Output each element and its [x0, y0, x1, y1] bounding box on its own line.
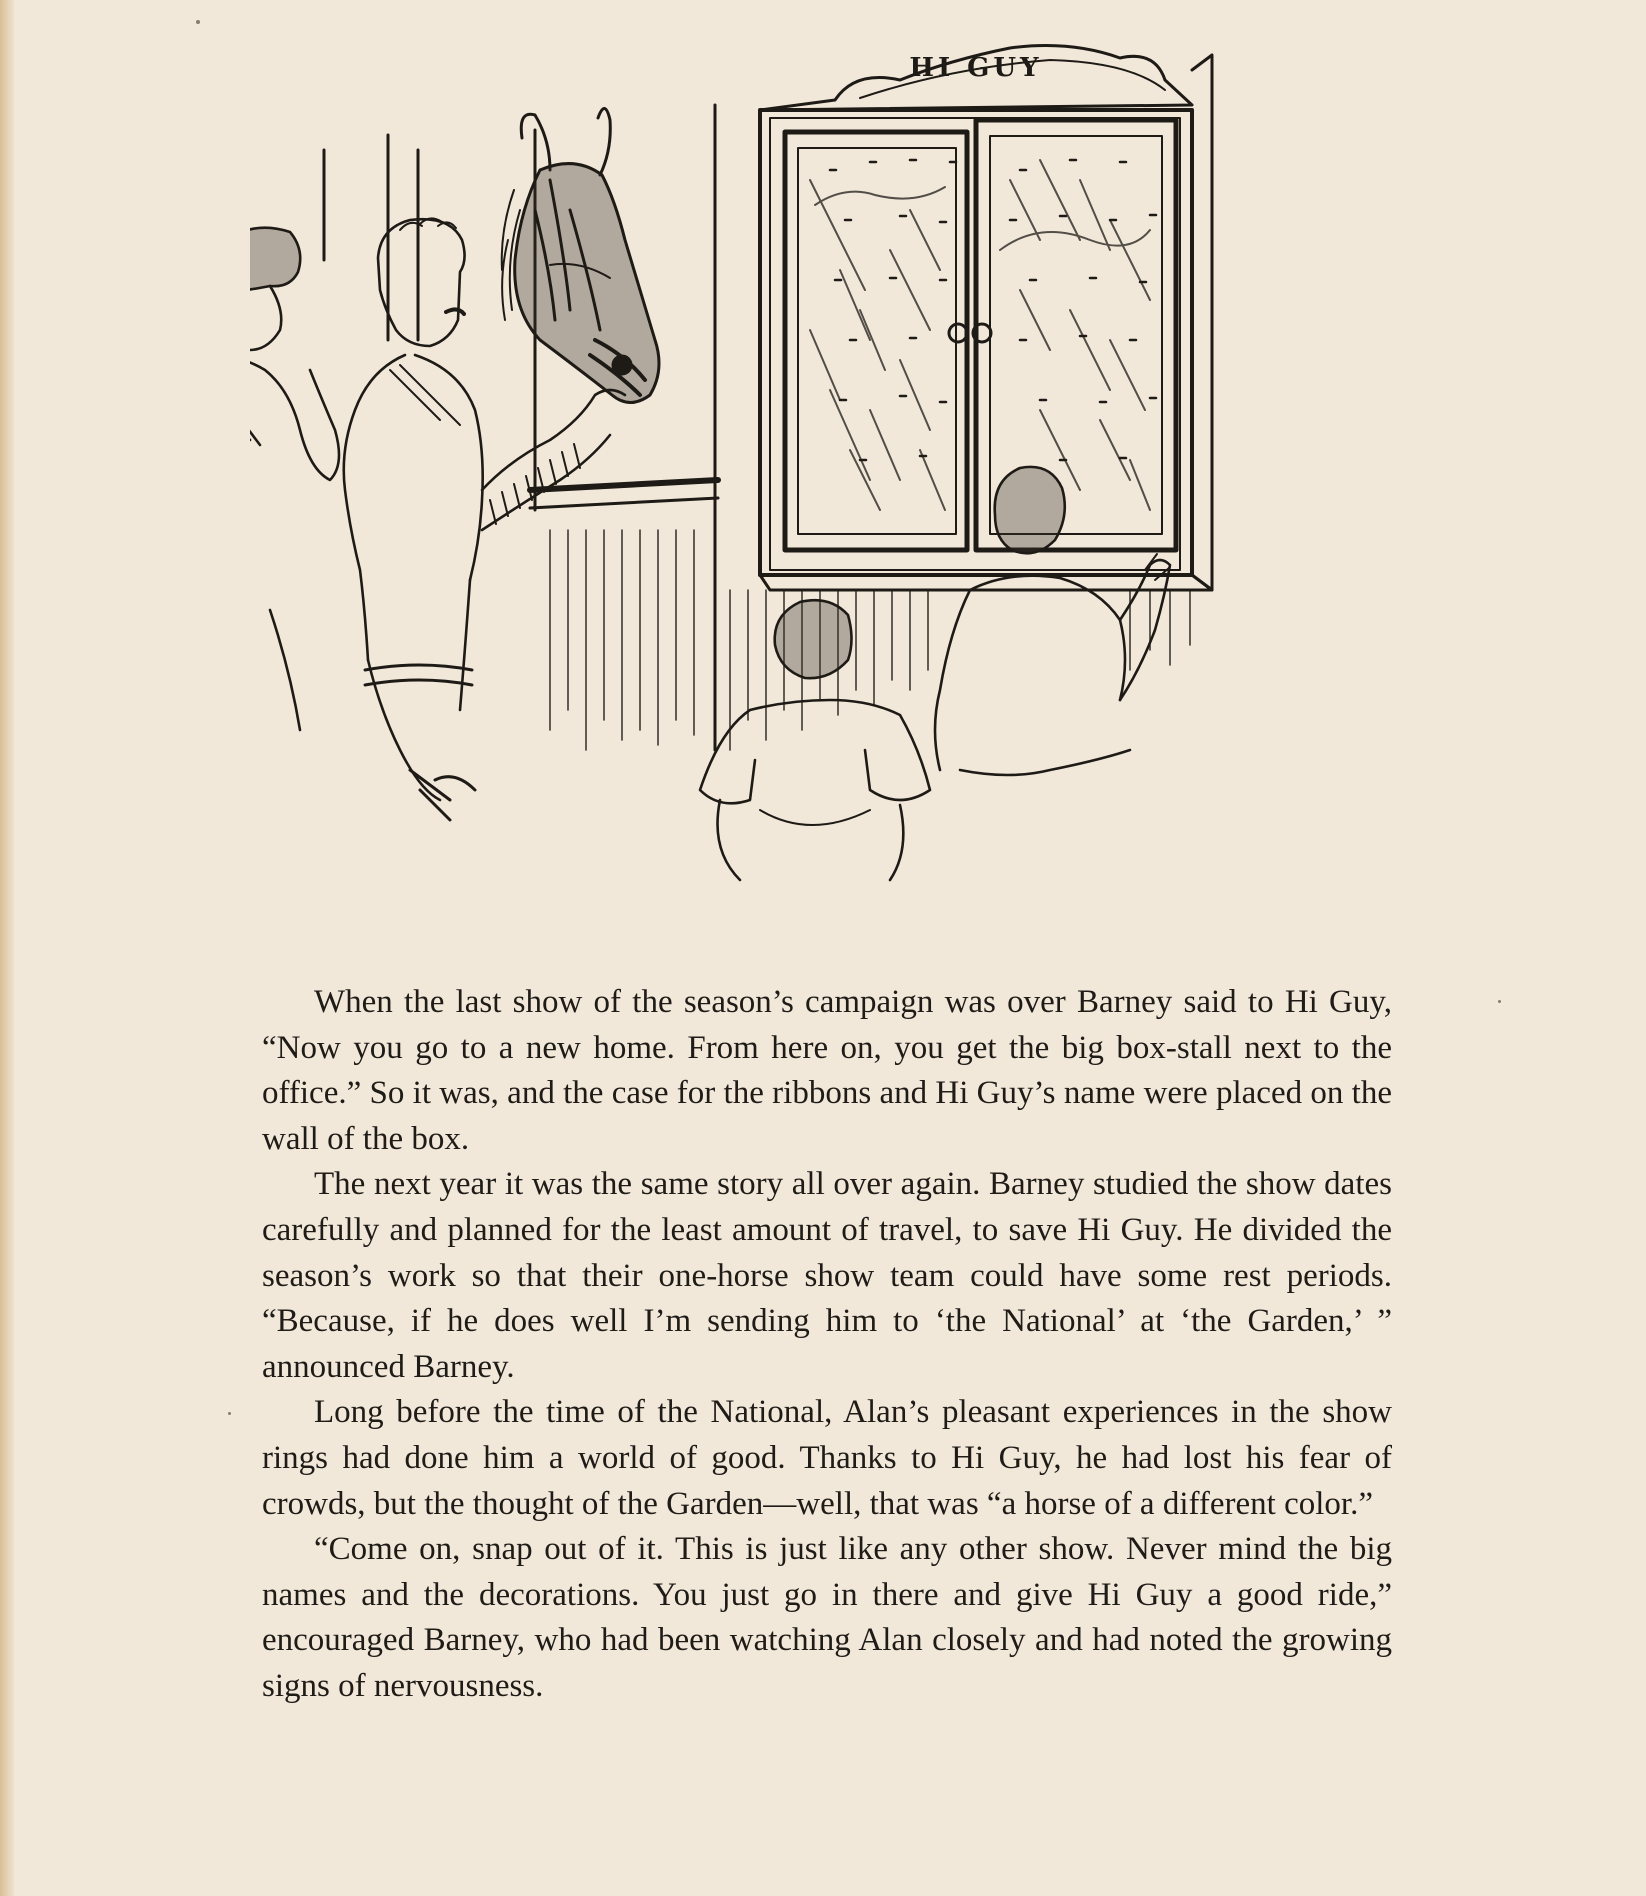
paper-speck [1498, 1000, 1501, 1003]
paragraph-4: “Come on, snap out of it. This is just like any other show. Never mind the big names and the decorations. You just go in there and give Hi Guy a good ride,” encouraged Barney, who had been watching Alan closely and had noted the growing signs of nervousness. [262, 1531, 1392, 1704]
ribbon-case [760, 46, 1212, 590]
horse-head [502, 108, 659, 402]
boy-figure [935, 467, 1170, 775]
woman-figure [250, 228, 339, 730]
paper-speck [196, 20, 200, 24]
paragraph-3: Long before the time of the National, Alan’s pleasant experiences in the show rings had done him a world of good. Thanks to Hi Guy, he had lost his fear of crowds, but the thought of the Garden—well, that was “a horse of a different color.” [262, 1394, 1392, 1522]
paragraph-2: The next year it was the same story all over again. Barney studied the show dates carefully and planned for the least amount of travel, to save Hi Guy. He divided the season’s work so that their one-horse show team could have some rest periods. “Because, if he does well I’m sending him to ‘the National’ at ‘the Garden,’ ” announced Barney. [262, 1166, 1392, 1385]
paragraph-1: When the last show of the season’s campaign was over Barney said to Hi Guy, “Now you go to a new home. From here on, you get the big box-stall next to the office.” So it was, and the case for the ribbons and Hi Guy’s name were placed on the wall of the box. [262, 984, 1392, 1157]
stall-wall [324, 105, 718, 750]
story-text [262, 980, 1392, 1710]
girl-figure [700, 600, 930, 880]
illustration [250, 10, 1410, 990]
paper-speck [228, 1412, 231, 1415]
stall-board-hatching [550, 530, 1190, 750]
stable-scene-drawing [250, 10, 1410, 990]
page-edge [0, 0, 14, 1896]
ribbon-case-sign: HI GUY [909, 53, 1043, 83]
